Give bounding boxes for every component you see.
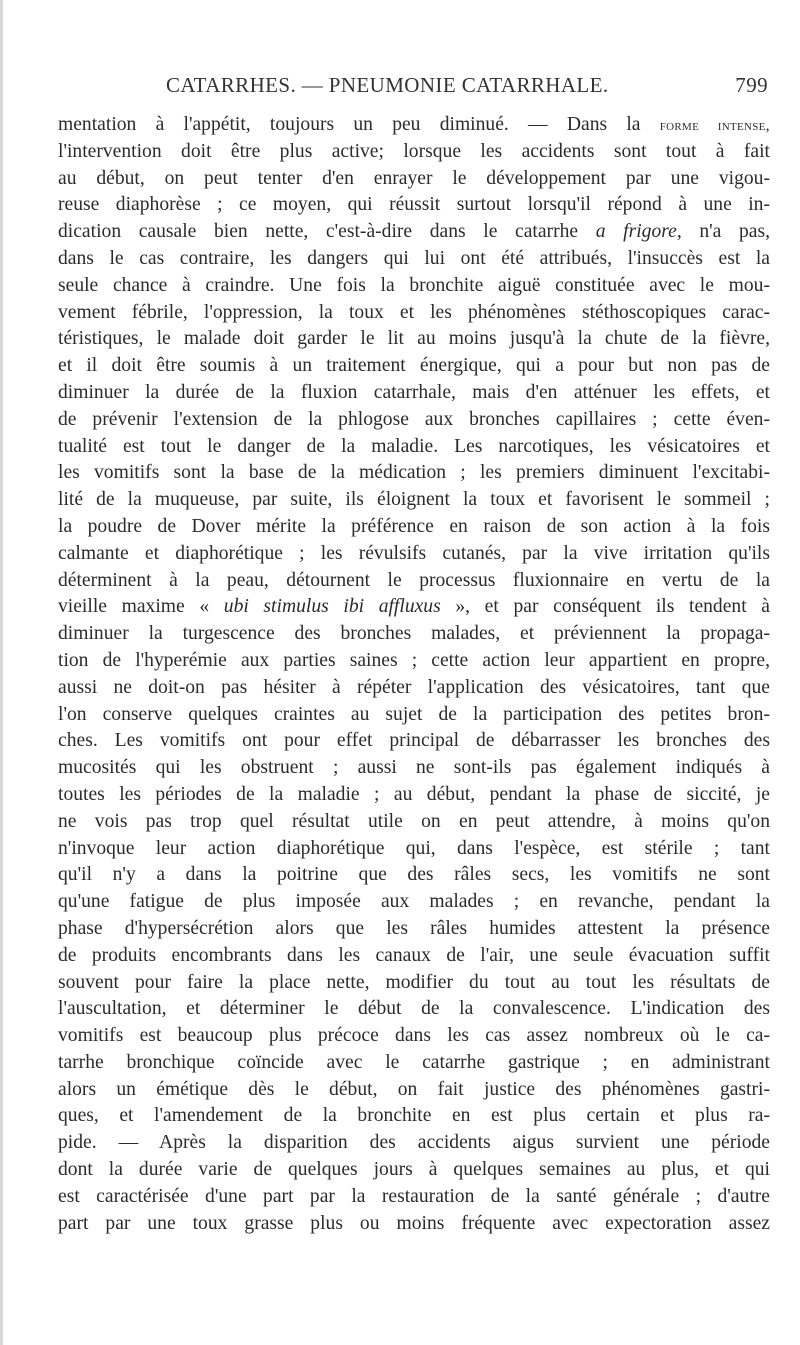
chapter-title: CATARRHES. — PNEUMONIE CATARRHALE. (166, 73, 609, 97)
text-run: ne vois pas trop quel résultat utile on en peut attendre, à moins qu'on (58, 810, 770, 832)
text-run: lité de la muqueuse, par suite, ils éloignent la toux et favorisent le sommeil ; (58, 489, 770, 511)
text-run: de prévenir l'extension de la phlogose aux bronches capillaires ; cette éven- (58, 408, 770, 430)
small-caps-run: forme intense, (659, 117, 770, 134)
text-run: aussi ne doit-on pas hésiter à répéter l'application des vésicatoires, tant que (58, 676, 770, 698)
text-run: et il doit être soumis à un traitement énergique, qui a pour but non pas de (58, 355, 770, 377)
text-run: tion de l'hyperémie aux parties saines ; cette action leur appartient en propre, (58, 649, 770, 671)
text-run: l'auscultation, et déterminer le début de la convalescence. L'indication des (58, 998, 770, 1020)
text-run: vement fébrile, l'oppression, la toux et les phénomènes stéthoscopiques carac- (58, 301, 770, 323)
text-run: qu'il n'y a dans la poitrine que des râles secs, les vomitifs ne sont (58, 864, 770, 886)
text-line (58, 970, 770, 997)
text-line (58, 916, 770, 943)
text-line (58, 809, 770, 836)
text-line (58, 889, 770, 916)
text-run: les vomitifs sont la base de la médication ; les premiers diminuent l'excitabi- (58, 462, 770, 484)
text-run: dont la durée varie de quelques jours à quelques semaines au plus, et qui (58, 1159, 770, 1181)
text-run: tualité est tout le danger de la maladie. Les narcotiques, les vésicatoires et (58, 435, 770, 457)
text-line (58, 112, 770, 139)
text-run: l'intervention doit être plus active; lorsque les accidents sont tout à fait (58, 140, 770, 162)
text-run: mucosités qui les obstruent ; aussi ne sont-ils pas également indiqués à (58, 757, 770, 779)
text-run: toutes les périodes de la maladie ; au début, pendant la phase de siccité, je (58, 783, 770, 805)
text-line (58, 862, 770, 889)
text-run: dans le cas contraire, les dangers qui lui ont été attribués, l'insuccès est la (58, 247, 770, 269)
text-line (58, 1023, 770, 1050)
text-line (58, 1103, 770, 1130)
text-run: », et par conséquent ils tendent à (440, 596, 770, 618)
text-run: téristiques, le malade doit garder le lit au moins jusqu'à la chute de la fièvre, (58, 328, 770, 350)
page-binding-edge (0, 0, 3, 1345)
italic-run: a frigore, (595, 221, 682, 243)
text-line (58, 434, 770, 461)
text-line (58, 1050, 770, 1077)
text-line (58, 541, 770, 568)
text-line (58, 996, 770, 1023)
text-line (58, 460, 770, 487)
text-run: alors un émétique dès le début, on fait justice des phénomènes gastri- (58, 1078, 770, 1100)
text-line (58, 943, 770, 970)
text-run: mentation à l'appétit, toujours un peu diminué. — Dans la (58, 114, 660, 135)
text-run: diminuer la turgescence des bronches malades, et préviennent la propaga- (58, 623, 770, 645)
text-line (58, 675, 770, 702)
text-run: de produits encombrants dans les canaux de l'air, une seule évacuation suffit (58, 944, 770, 966)
text-line (58, 514, 770, 541)
text-line (58, 728, 770, 755)
text-run: vieille maxime « (58, 596, 224, 618)
running-header (58, 73, 768, 101)
text-run: pide. — Après la disparition des accidents aigus survient une période (58, 1132, 770, 1154)
text-line (58, 1077, 770, 1104)
text-line (58, 192, 770, 219)
text-run: seule chance à craindre. Une fois la bronchite aiguë constituée avec le mou- (58, 274, 770, 296)
italic-run: ubi stimulus ibi affluxus (223, 596, 441, 618)
text-line (58, 300, 770, 327)
text-line (58, 648, 770, 675)
text-line (58, 621, 770, 648)
text-run: ches. Les vomitifs ont pour effet principal de débarrasser les bronches des (58, 730, 770, 752)
text-run: est caractérisée d'une part par la restauration de la santé générale ; d'autre (58, 1185, 770, 1207)
text-line (58, 139, 770, 166)
text-run: vomitifs est beaucoup plus précoce dans les cas assez nombreux où le ca- (58, 1025, 770, 1047)
text-run: l'on conserve quelques craintes au sujet de la participation des petites bron- (58, 703, 770, 725)
text-line (58, 702, 770, 729)
text-line (58, 1157, 770, 1184)
text-line (58, 1184, 770, 1211)
text-line (58, 1130, 770, 1157)
text-run: n'invoque leur action diaphorétique qui, dans l'espèce, est stérile ; tant (58, 837, 770, 859)
text-run: n'a pas, (681, 221, 770, 243)
body-text (58, 112, 770, 1237)
text-line (58, 353, 770, 380)
text-line (58, 594, 770, 621)
text-line (58, 1211, 770, 1238)
text-line (58, 568, 770, 595)
text-run: tarrhe bronchique coïncide avec le catarrhe gastrique ; en administrant (58, 1051, 770, 1073)
text-run: dication causale bien nette, c'est-à-dire dans le catarrhe (58, 221, 596, 243)
text-run: qu'une fatigue de plus imposée aux malades ; en revanche, pendant la (58, 891, 770, 913)
text-run: diminuer la durée de la fluxion catarrhale, mais d'en atténuer les effets, et (58, 381, 770, 403)
text-line (58, 166, 770, 193)
text-line (58, 407, 770, 434)
text-line (58, 487, 770, 514)
text-run: part par une toux grasse plus ou moins fréquente avec expectoration assez (58, 1212, 770, 1234)
text-run: reuse diaphorèse ; ce moyen, qui réussit surtout lorsqu'il répond à une in- (58, 194, 770, 216)
text-run: phase d'hypersécrétion alors que les râles humides attestent la présence (58, 917, 770, 939)
text-line (58, 219, 770, 246)
text-line (58, 380, 770, 407)
text-run: au début, on peut tenter d'en enrayer le développement par une vigou- (58, 167, 770, 189)
text-run: la poudre de Dover mérite la préférence en raison de son action à la fois (58, 515, 770, 537)
text-run: déterminent à la peau, détournent le processus fluxionnaire en vertu de la (58, 569, 770, 591)
text-line (58, 755, 770, 782)
text-line (58, 836, 770, 863)
text-line (58, 326, 770, 353)
text-run: souvent pour faire la place nette, modifier du tout au tout les résultats de (58, 971, 770, 993)
text-line (58, 782, 770, 809)
text-line (58, 273, 770, 300)
text-run: ques, et l'amendement de la bronchite en est plus certain et plus ra- (58, 1105, 770, 1127)
page-number: 799 (735, 73, 768, 97)
text-line (58, 246, 770, 273)
text-run: calmante et diaphorétique ; les révulsifs cutanés, par la vive irritation qu'ils (58, 542, 770, 564)
